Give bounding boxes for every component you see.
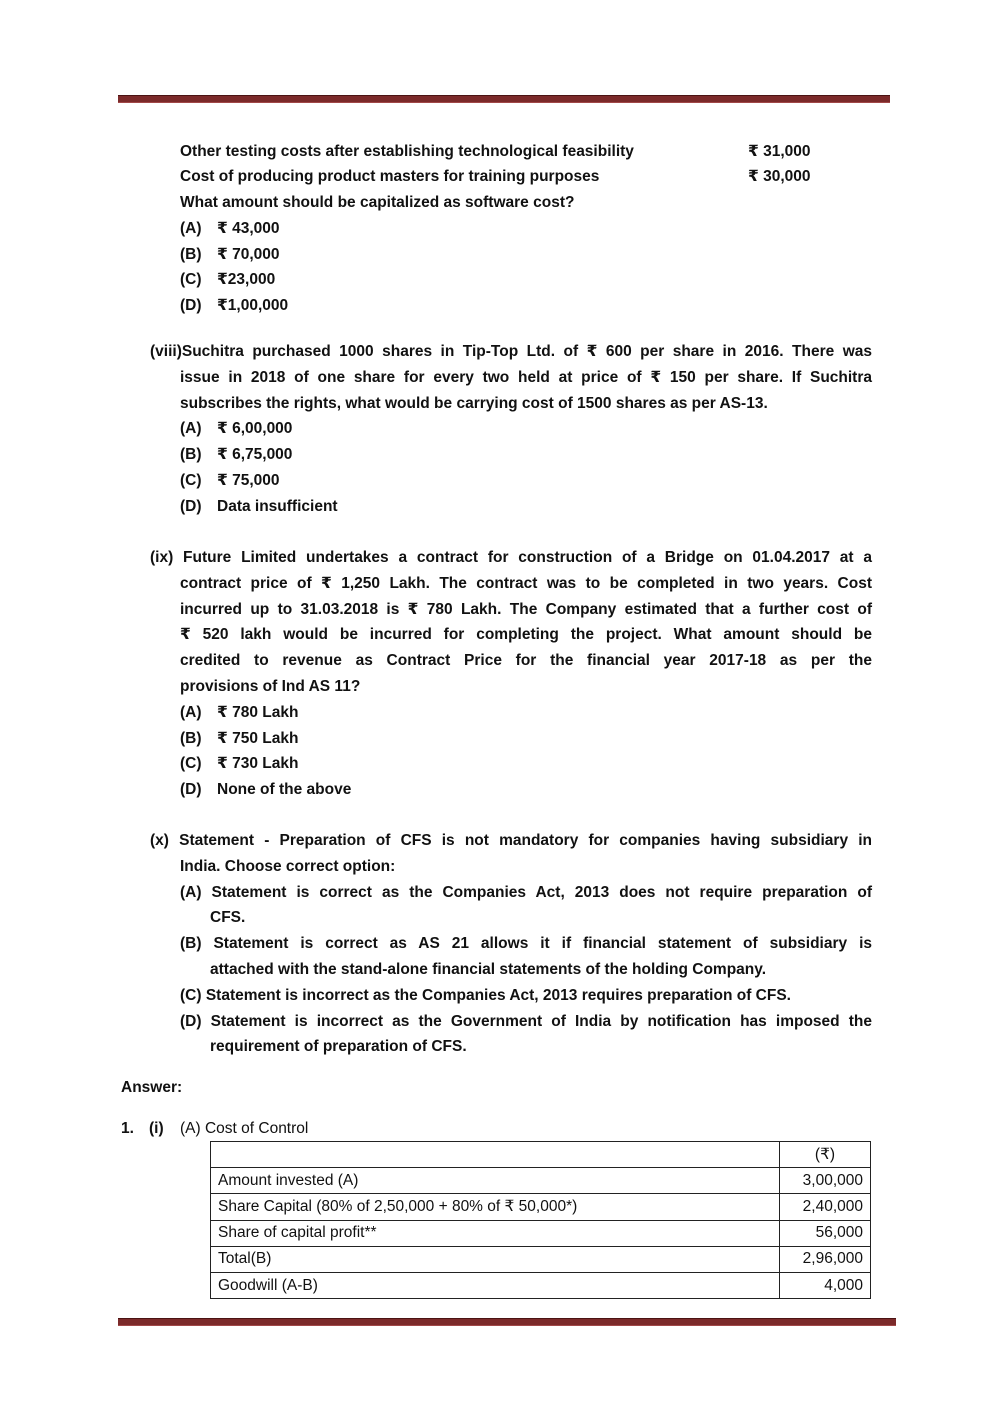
- option-a-cont: CFS.: [210, 909, 246, 927]
- option-b: (B) ₹ 750 Lakh: [180, 729, 299, 747]
- table-row: [211, 1220, 871, 1246]
- table-header-row: [211, 1142, 871, 1168]
- question-text: What amount should be capitalized as software cost?: [180, 194, 575, 211]
- row-value: 2,40,000: [780, 1194, 871, 1220]
- option-a: (A) Statement is correct as the Companies Act, 2013 does not require preparation of: [180, 883, 872, 901]
- option-d: (D) Statement is incorrect as the Government of India by notification has imposed the: [180, 1012, 872, 1030]
- row-label: Share Capital (80% of 2,50,000 + 80% of ₹ 50,000*): [211, 1194, 780, 1220]
- row-value: 4,000: [780, 1272, 871, 1298]
- option-d: (D) Data insufficient: [180, 497, 338, 515]
- row-value: 56,000: [780, 1220, 871, 1246]
- answer-sub-number: (i): [149, 1120, 164, 1137]
- question-line: (ix) Future Limited undertakes a contract for construction of a Bridge on 01.04.2017 at a: [150, 549, 872, 566]
- footer-rule: [118, 1318, 896, 1326]
- option-a: (A) ₹ 780 Lakh: [180, 703, 299, 721]
- cost-row-label: Cost of producing product masters for training purposes: [180, 168, 600, 185]
- answer-number: 1.: [121, 1120, 134, 1137]
- question-line: (viii)Suchitra purchased 1000 shares in Tip-Top Ltd. of ₹ 600 per share in 2016. There was: [150, 343, 872, 360]
- question-line: incurred up to 31.03.2018 is ₹ 780 Lakh. The Company estimated that a further cost of: [180, 600, 872, 618]
- answer-heading: Answer:: [121, 1079, 183, 1096]
- question-ix: [150, 545, 872, 803]
- row-label: Total(B): [211, 1246, 780, 1272]
- option-a: (A) ₹ 43,000: [180, 220, 280, 237]
- table-cell: [211, 1142, 780, 1168]
- question-line: credited to revenue as Contract Price for the financial year 2017-18 as per the: [180, 652, 872, 670]
- row-value: 2,96,000: [780, 1246, 871, 1272]
- option-a: (A) ₹ 6,00,000: [180, 420, 293, 438]
- option-c: (C) ₹ 75,000: [180, 471, 280, 489]
- cost-of-control-table: [210, 1141, 871, 1299]
- table-row: [211, 1272, 871, 1298]
- cost-row-amount: ₹ 30,000: [748, 168, 811, 185]
- table-row: [211, 1246, 871, 1272]
- option-b: (B) ₹ 70,000: [180, 246, 280, 263]
- header-rule: [118, 95, 890, 103]
- answer-line: [121, 1120, 308, 1138]
- cost-row-amount: ₹ 31,000: [748, 143, 811, 160]
- option-b: (B) ₹ 6,75,000: [180, 446, 293, 464]
- row-value: 3,00,000: [780, 1168, 871, 1194]
- question-line: India. Choose correct option:: [180, 857, 396, 875]
- option-d: (D) None of the above: [180, 781, 352, 799]
- question-x: [150, 828, 872, 1060]
- currency-header: (₹): [780, 1142, 871, 1168]
- question-viii: [150, 339, 872, 520]
- question-line: subscribes the rights, what would be carrying cost of 1500 shares as per AS-13.: [180, 394, 768, 412]
- row-label: Amount invested (A): [211, 1168, 780, 1194]
- question-line: ₹ 520 lakh would be incurred for completing the project. What amount should be: [180, 626, 872, 644]
- option-d-cont: requirement of preparation of CFS.: [210, 1038, 467, 1056]
- option-b: (B) Statement is correct as AS 21 allows it if financial statement of subsidiary is: [180, 935, 872, 953]
- cost-row-label: Other testing costs after establishing technological feasibility: [180, 143, 634, 160]
- question-line: (x) Statement - Preparation of CFS is not mandatory for companies having subsidiary in: [150, 832, 872, 849]
- option-c: (C) Statement is incorrect as the Companies Act, 2013 requires preparation of CFS.: [180, 986, 791, 1004]
- option-b-cont: attached with the stand-alone financial statements of the holding Company.: [210, 960, 767, 978]
- option-c: (C) ₹ 730 Lakh: [180, 755, 299, 773]
- table-row: [211, 1194, 871, 1220]
- question-line: provisions of Ind AS 11?: [180, 677, 361, 695]
- row-label: Goodwill (A-B): [211, 1272, 780, 1298]
- option-d: (D) ₹1,00,000: [180, 297, 289, 314]
- table-row: [211, 1168, 871, 1194]
- question-line: issue in 2018 of one share for every two held at price of ₹ 150 per share. If Suchitra: [180, 368, 872, 386]
- question-line: contract price of ₹ 1,250 Lakh. The contract was to be completed in two years. Cost: [180, 574, 872, 592]
- answer-section-title: (A) Cost of Control: [180, 1120, 309, 1137]
- row-label: Share of capital profit**: [211, 1220, 780, 1246]
- option-c: (C) ₹23,000: [180, 271, 276, 288]
